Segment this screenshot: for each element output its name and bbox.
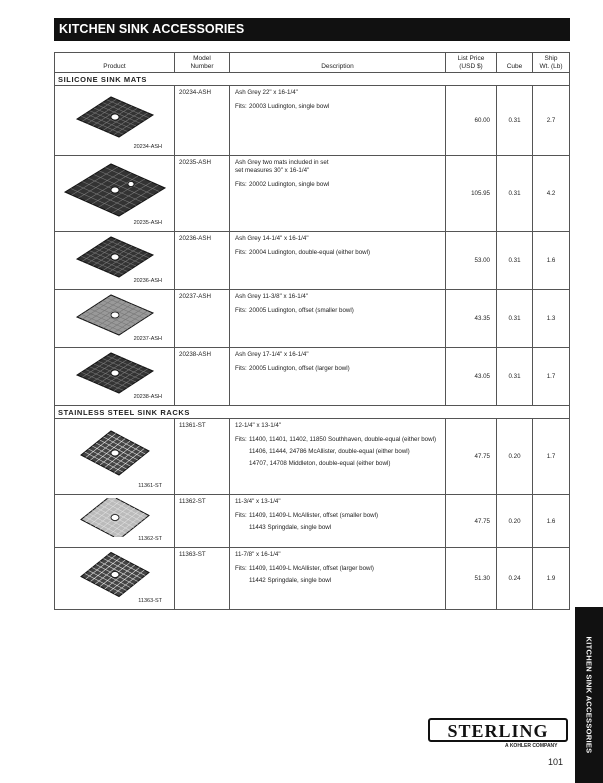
list-price: [446, 495, 497, 547]
col-label: (USD $): [459, 63, 483, 70]
description-line: Ash Grey 11-3/8" x 16-1/4": [235, 293, 309, 300]
fits-label: Fits:: [235, 565, 247, 572]
ship-weight: [533, 495, 569, 547]
list-price: [446, 86, 497, 155]
product-cell: [55, 495, 175, 547]
fits-entry: [235, 103, 440, 111]
list-price-text: 105.95: [471, 190, 490, 197]
description-cell: [230, 232, 446, 289]
table-row: [55, 290, 569, 348]
product-image: [60, 551, 170, 600]
product-image-label: 20238-ASH: [133, 394, 162, 400]
list-price-text: 47.75: [474, 453, 490, 460]
product-cell: [55, 348, 175, 405]
col-label: Model: [193, 55, 211, 62]
list-price-text: 51.30: [474, 575, 490, 582]
fits-value: 11400, 11401, 11402, 11850 Southhaven, double-equal (either bowl): [249, 436, 437, 443]
cube-value: [497, 232, 533, 289]
description-cell: [230, 348, 446, 405]
fits-value: 20004 Ludington, double-equal (either bowl): [249, 249, 371, 256]
model-number: 11363-ST: [175, 548, 230, 609]
brand-subtitle: A KOHLER COMPANY: [505, 743, 558, 749]
ship-weight-text: 1.7: [546, 373, 556, 380]
model-number: 20235-ASH: [175, 156, 230, 231]
fits-value: 20003 Ludington, single bowl: [249, 103, 330, 110]
description-line: Ash Grey 14-1/4" x 16-1/4": [235, 235, 309, 242]
cube-value: [497, 290, 533, 347]
cube-value-text: 0.20: [508, 453, 521, 460]
cube-value: [497, 156, 533, 231]
cube-value-text: 0.20: [508, 517, 521, 525]
product-image-label: 11362-ST: [138, 536, 162, 542]
col-header-cube: [497, 53, 533, 73]
fits-label: Fits:: [235, 365, 247, 372]
table-row: [55, 495, 569, 548]
fits-entry: [235, 565, 440, 573]
product-cell: [55, 156, 175, 231]
product-image-label: 20235-ASH: [133, 220, 162, 226]
product-image-label: 11363-ST: [138, 598, 162, 604]
list-price-text: 43.05: [474, 373, 490, 380]
ship-weight: [533, 348, 569, 405]
list-price: [446, 156, 497, 231]
col-label: Ship: [544, 55, 558, 62]
fits-list: [235, 512, 440, 532]
product-image: [60, 235, 170, 281]
product-image: [60, 422, 170, 486]
description-line: 12-1/4" x 13-1/4": [235, 422, 282, 429]
description-line: set measures 30" x 16-1/4": [235, 167, 310, 174]
cube-value: [497, 348, 533, 405]
fits-label: Fits:: [235, 249, 247, 256]
product-cell: [55, 232, 175, 289]
fits-label: Fits:: [235, 103, 247, 110]
product-cell: [55, 419, 175, 494]
list-price-text: 43.35: [474, 315, 490, 322]
ship-weight-text: 1.6: [546, 517, 556, 525]
ship-weight: [533, 86, 569, 155]
cube-value-text: 0.31: [508, 373, 521, 380]
ship-weight-text: 1.3: [546, 315, 556, 322]
title-bar: [54, 18, 570, 41]
cube-value-text: 0.31: [508, 257, 521, 264]
description-cell: [230, 156, 446, 231]
ship-weight: [533, 290, 569, 347]
description-line: Ash Grey two mats included in set: [235, 159, 329, 166]
fits-additional: 11406, 11444, 24786 McAllister, double-equal (either bowl): [249, 448, 410, 455]
col-label: Wt. (Lb): [539, 63, 563, 70]
ship-weight-text: 1.9: [546, 575, 556, 582]
product-table: [54, 52, 570, 610]
fits-list: [235, 103, 440, 111]
list-price: [446, 348, 497, 405]
col-label: List Price: [457, 55, 485, 62]
product-image-label: 20237-ASH: [133, 336, 162, 342]
cube-value: [497, 495, 533, 547]
list-price: [446, 419, 497, 494]
fits-value: 20005 Ludington, offset (smaller bowl): [249, 307, 354, 314]
product-image: [60, 159, 170, 223]
col-label: Number: [190, 63, 214, 70]
product-cell: [55, 290, 175, 347]
fits-label: Fits:: [235, 181, 247, 188]
fits-label: Fits:: [235, 512, 247, 519]
fits-label: Fits:: [235, 307, 247, 314]
table-row: [55, 348, 569, 406]
col-label: Description: [321, 63, 354, 70]
fits-entry: [235, 512, 440, 520]
description-cell: [230, 86, 446, 155]
table-header: [55, 53, 569, 73]
description-line: 11-7/8" x 16-1/4": [235, 551, 281, 558]
section-title: SILICONE SINK MATS: [55, 73, 569, 86]
fits-list: [235, 365, 440, 373]
ship-weight-text: 1.7: [546, 453, 556, 460]
fits-entry: [235, 436, 440, 444]
list-price: [446, 290, 497, 347]
sterling-logo: [428, 718, 568, 742]
description-line: Ash Grey 22" x 16-1/4": [235, 89, 298, 96]
col-header-model: [175, 53, 230, 73]
fits-entry: [235, 249, 440, 257]
list-price: [446, 548, 497, 609]
product-image: [60, 89, 170, 147]
brand-name: STERLING: [447, 721, 549, 741]
col-header-ship: [533, 53, 569, 73]
list-price-text: 53.00: [474, 257, 490, 264]
cube-value-text: 0.31: [508, 315, 521, 322]
table-row: [55, 232, 569, 290]
side-tab-label: KITCHEN SINK ACCESSORIES: [584, 636, 594, 754]
model-number: 20234-ASH: [175, 86, 230, 155]
cube-value-text: 0.31: [508, 117, 521, 124]
page-title: KITCHEN SINK ACCESSORIES: [59, 22, 245, 36]
model-number: 11362-ST: [175, 495, 230, 547]
fits-list: [235, 307, 440, 315]
fits-value: 20005 Ludington, offset (larger bowl): [249, 365, 350, 372]
fits-list: [235, 181, 440, 189]
ship-weight: [533, 232, 569, 289]
col-header-description: [230, 53, 446, 73]
fits-additional: 11443 Springdale, single bowl: [249, 524, 332, 531]
fits-list: [235, 436, 440, 468]
col-header-price: [446, 53, 497, 73]
fits-entry: [235, 365, 440, 373]
fits-list: [235, 565, 440, 585]
list-price-text: 47.75: [474, 517, 490, 525]
product-image-label: 11361-ST: [138, 483, 162, 489]
description-line: Ash Grey 17-1/4" x 16-1/4": [235, 351, 309, 358]
product-cell: [55, 86, 175, 155]
list-price: [446, 232, 497, 289]
fits-value: 11409, 11409-L McAllister, offset (larger bowl): [249, 565, 374, 572]
cube-value-text: 0.31: [508, 190, 521, 197]
product-image: [60, 351, 170, 397]
cube-value-text: 0.24: [508, 575, 521, 582]
cube-value: [497, 86, 533, 155]
table-row: [55, 86, 569, 156]
model-number: 20237-ASH: [175, 290, 230, 347]
description-cell: [230, 495, 446, 547]
table-row: [55, 419, 569, 495]
fits-additional: 14707, 14708 Middleton, double-equal (either bowl): [249, 460, 391, 467]
ship-weight: [533, 156, 569, 231]
product-image: [60, 498, 170, 539]
model-number: 20236-ASH: [175, 232, 230, 289]
section-title: STAINLESS STEEL SINK RACKS: [55, 406, 569, 419]
fits-list: [235, 249, 440, 257]
fits-value: 20002 Ludington, single bowl: [249, 181, 330, 188]
fits-value: 11409, 11409-L McAllister, offset (smaller bowl): [249, 512, 379, 519]
description-cell: [230, 548, 446, 609]
page-number: 101: [548, 757, 564, 767]
table-row: [55, 156, 569, 232]
fits-label: Fits:: [235, 436, 247, 443]
cube-value: [497, 548, 533, 609]
description-cell: [230, 290, 446, 347]
ship-weight: [533, 548, 569, 609]
fits-entry: [235, 181, 440, 189]
side-tab: [575, 607, 603, 783]
model-number: 20238-ASH: [175, 348, 230, 405]
product-image-label: 20234-ASH: [133, 144, 162, 150]
col-header-product: [55, 53, 175, 73]
col-label: Product: [103, 63, 126, 70]
fits-entry: [235, 307, 440, 315]
ship-weight-text: 4.2: [546, 190, 556, 197]
product-image-label: 20236-ASH: [133, 278, 162, 284]
table-row: [55, 548, 569, 609]
description-cell: [230, 419, 446, 494]
ship-weight-text: 1.6: [546, 257, 556, 264]
product-image: [60, 293, 170, 339]
cube-value: [497, 419, 533, 494]
ship-weight-text: 2.7: [546, 117, 556, 124]
description-line: 11-3/4" x 13-1/4": [235, 498, 281, 505]
product-cell: [55, 548, 175, 609]
ship-weight: [533, 419, 569, 494]
fits-additional: 11442 Springdale, single bowl: [249, 577, 332, 584]
model-number: 11361-ST: [175, 419, 230, 494]
list-price-text: 60.00: [474, 117, 490, 124]
col-label: Cube: [506, 63, 523, 70]
